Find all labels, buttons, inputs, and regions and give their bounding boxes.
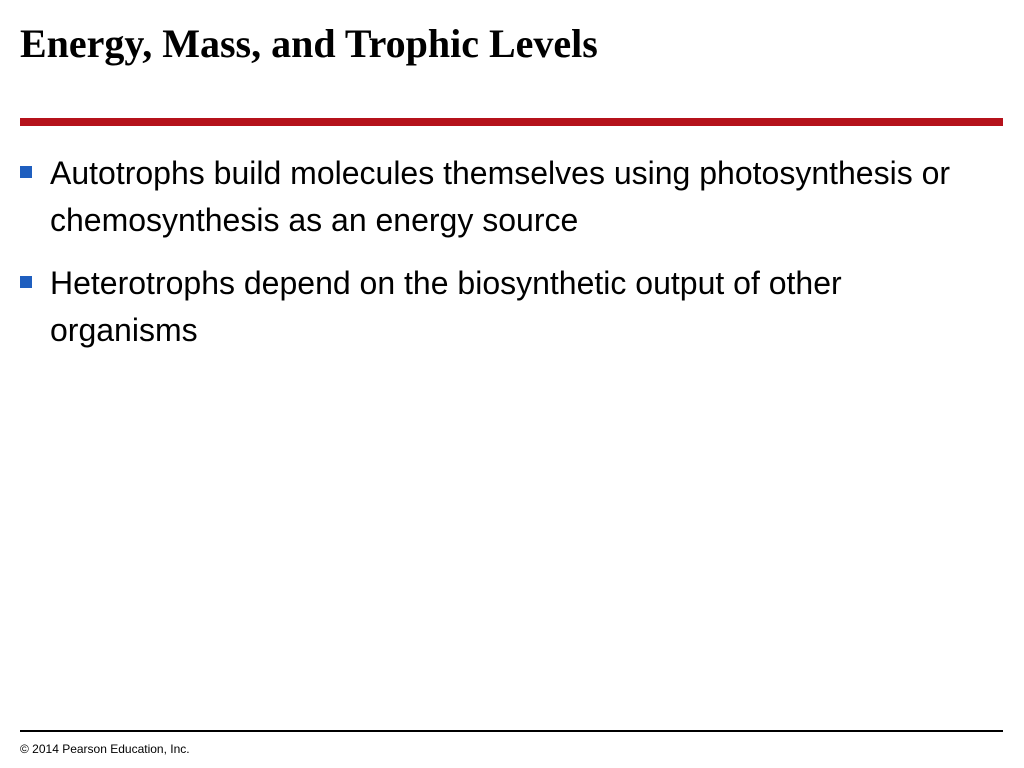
footer-divider — [20, 730, 1003, 732]
bullet-item — [20, 260, 980, 354]
square-bullet-icon — [20, 276, 32, 288]
title-divider — [20, 118, 1003, 126]
bullet-text: Autotrophs build molecules themselves using photosynthesis or chemosynthesis as an energy source — [50, 155, 951, 238]
bullet-text: Heterotrophs depend on the biosynthetic output of other organisms — [50, 265, 842, 348]
copyright-footer: © 2014 Pearson Education, Inc. — [20, 742, 190, 756]
slide-title: Energy, Mass, and Trophic Levels — [20, 21, 598, 66]
square-bullet-icon — [20, 166, 32, 178]
bullet-list — [20, 150, 980, 370]
bullet-item — [20, 150, 980, 244]
